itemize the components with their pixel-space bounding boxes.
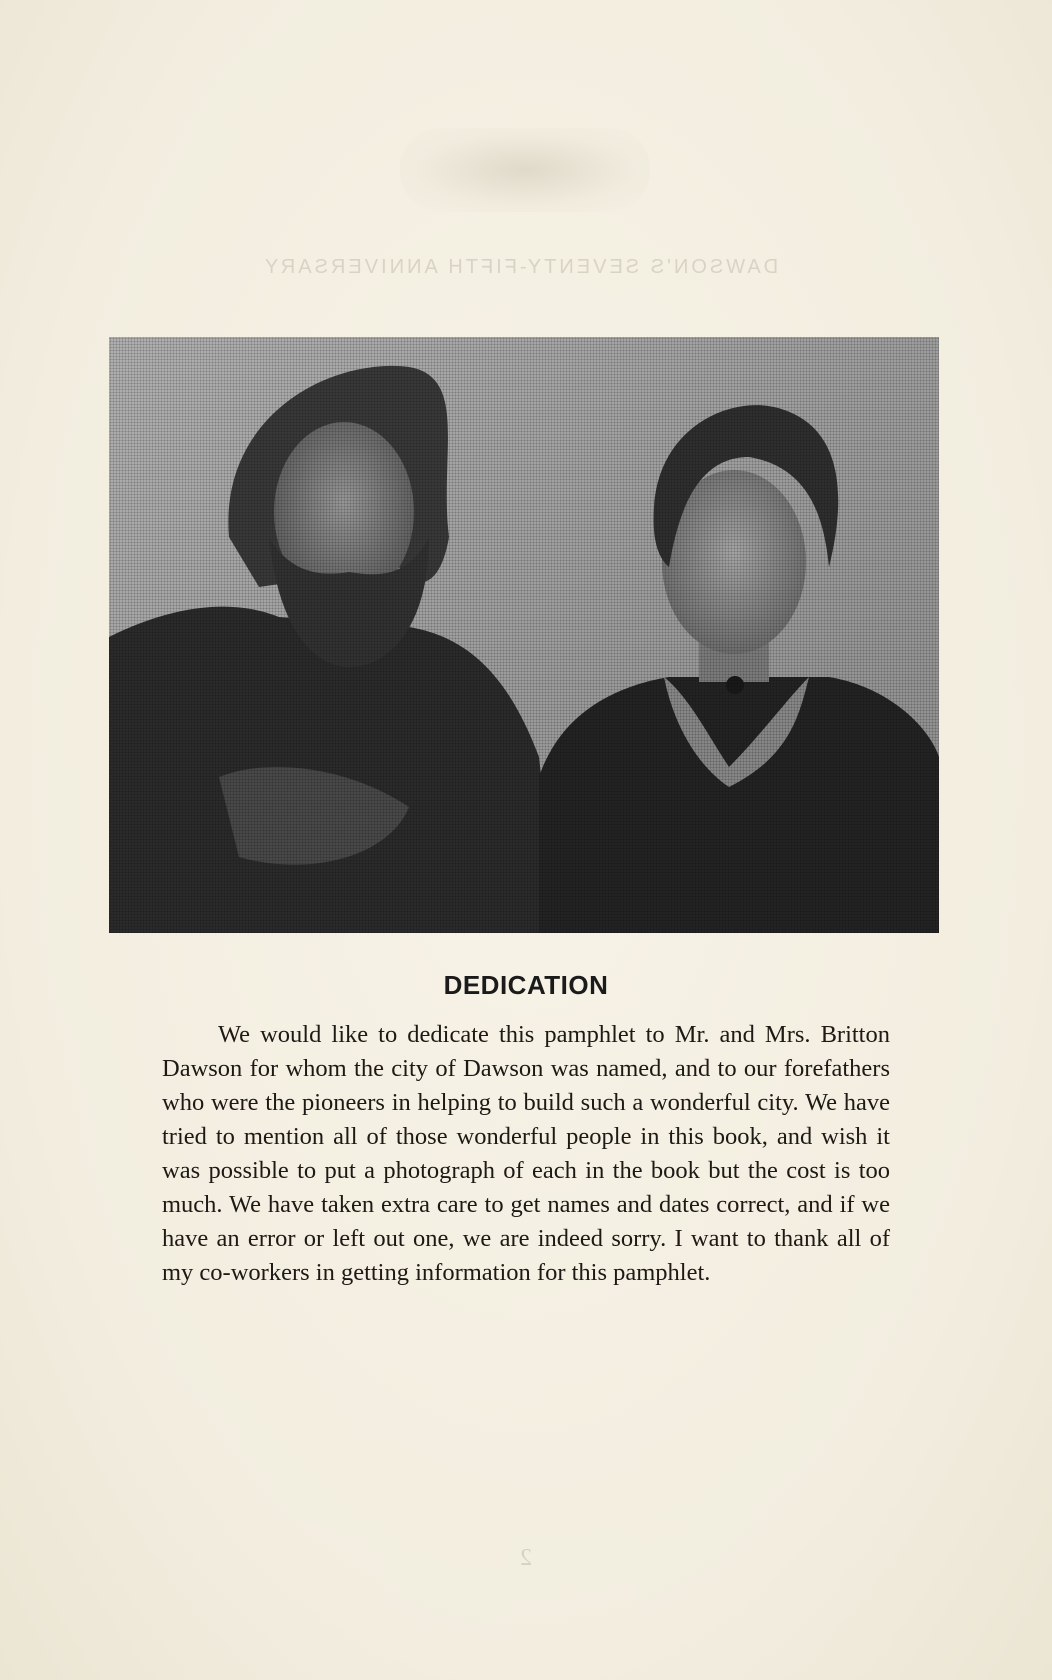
portrait-photo (109, 337, 939, 933)
dedication-body: We would like to dedicate this pamphlet to Mr. and Mrs. Britton Dawson for whom the city of Dawson was named, and to our forefathers who were the pioneers in helping to build such a wonderful city. We have tried to mention all of those wonderful people in this book, and wish it was possible to put a photograph of each in the book but the cost is too much. We have taken extra care to get names and dates correct, and if we have an error or left out one, we are indeed sorry. I want to thank all of my co-workers in getting information for this pamphlet. (162, 1021, 890, 1286)
dedication-title: DEDICATION (443, 970, 609, 1000)
bleed-through-header: DAWSON'S SEVENTY-FIFTH ANNIVERSARY (261, 256, 779, 278)
portrait-photo-icon (109, 337, 939, 933)
bleed-through-emblem (400, 128, 650, 212)
bleed-through-page-number: 2 (520, 1545, 532, 1571)
